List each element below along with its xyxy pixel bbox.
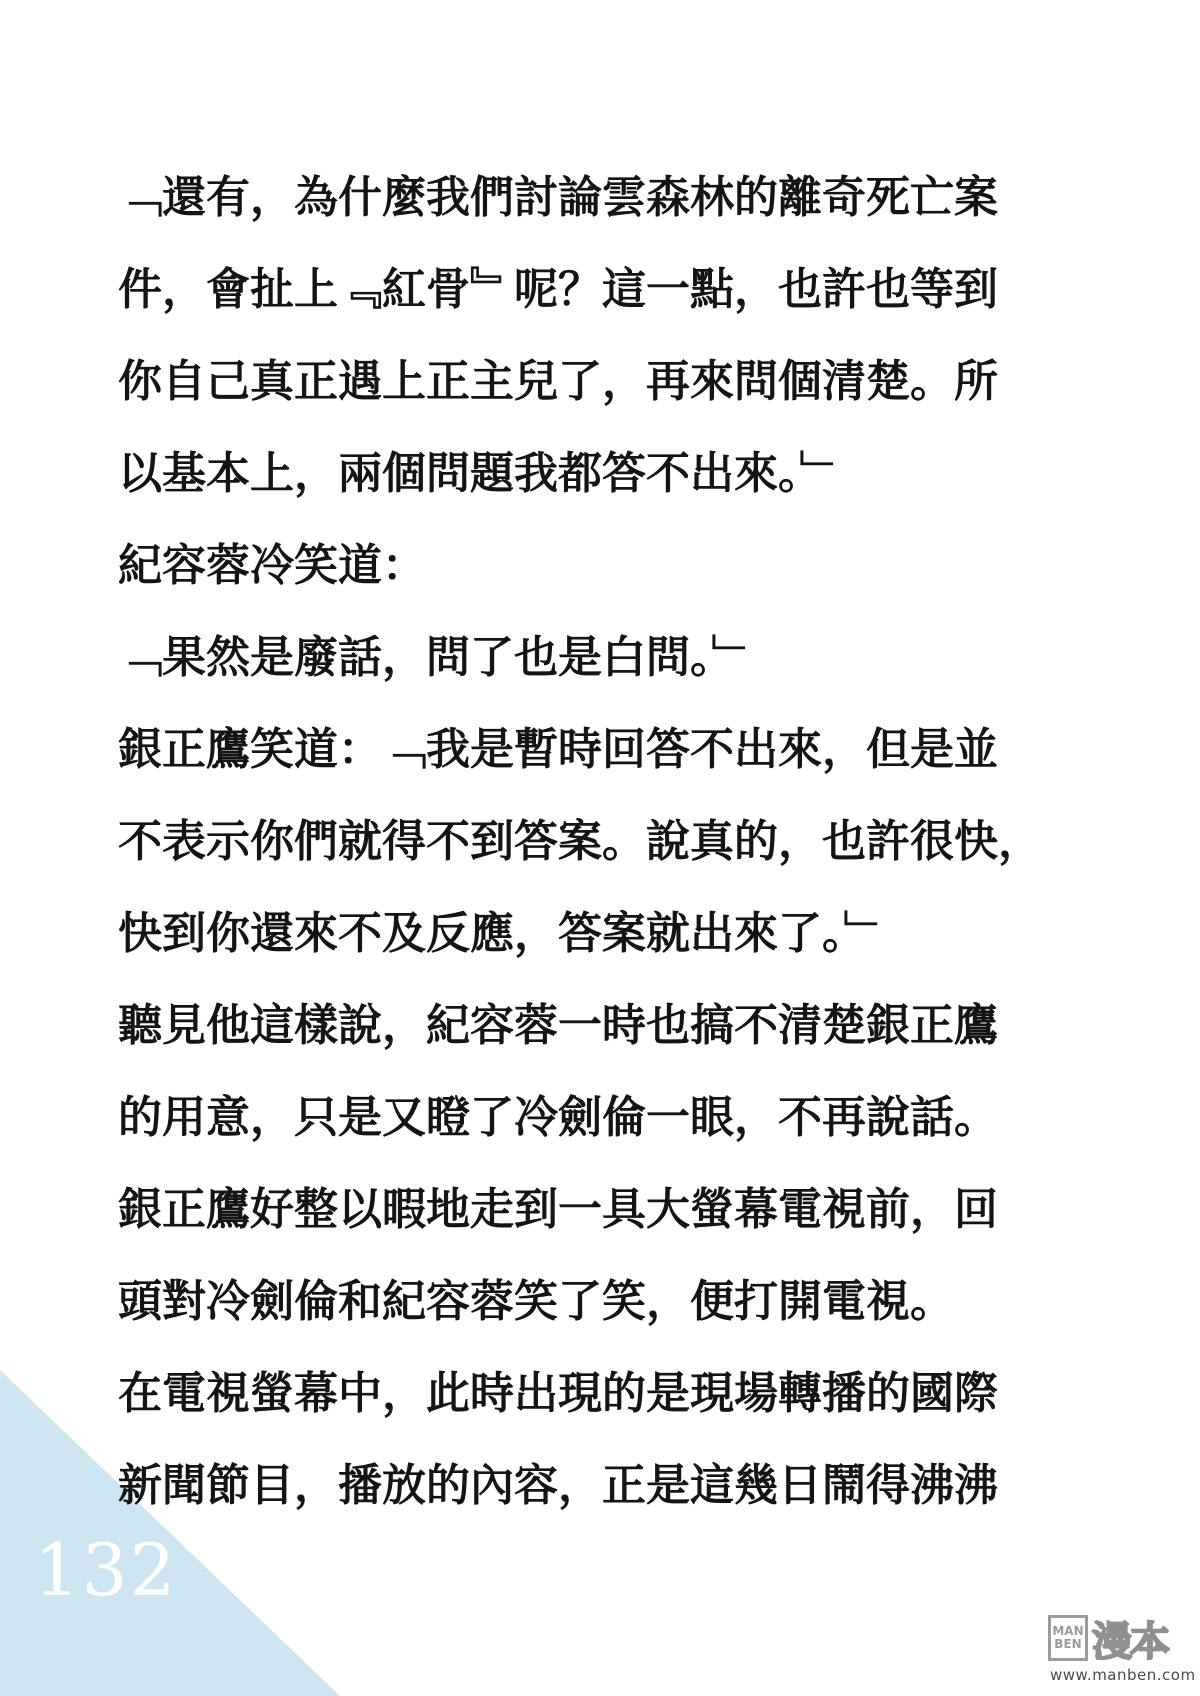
watermark-logo-icon [1048, 1615, 1088, 1661]
paragraph-1 [118, 152, 1088, 520]
paragraph-5 [118, 980, 1088, 1164]
text-line: 聽見他這樣說，紀容蓉一時也搞不清楚銀正鷹 [118, 1000, 998, 1051]
paragraph-3 [118, 612, 1088, 704]
text-line: 在電視螢幕中，此時出現的是現場轉播的國際 [118, 1368, 998, 1419]
paragraph-6 [118, 1164, 1088, 1348]
page-number: 132 [34, 1528, 178, 1612]
text-line: 件，會扯上﹃紅骨﹄呢？這一點，也許也等到 [118, 264, 998, 315]
text-line: ﹁果然是廢話，問了也是白問。﹂ [118, 632, 756, 683]
paragraph-4 [118, 704, 1088, 980]
body-text [118, 152, 1088, 1532]
paragraph-7 [118, 1348, 1088, 1532]
text-line: 銀正鷹笑道：﹁我是暫時回答不出來，但是並 [118, 724, 998, 775]
text-line: 銀正鷹好整以暇地走到一具大螢幕電視前，回 [118, 1184, 998, 1235]
watermark-box-top: MAN [1052, 1624, 1084, 1638]
text-line: ﹁還有，為什麼我們討論雲森林的離奇死亡案 [118, 172, 998, 223]
text-line: 的用意，只是又瞪了冷劍倫一眼，不再說話。 [118, 1092, 998, 1143]
watermark-logo [1048, 1614, 1196, 1665]
text-line: 不表示你們就得不到答案。說真的，也許很快， [118, 816, 1042, 867]
text-line: 頭對冷劍倫和紀容蓉笑了笑，便打開電視。 [118, 1276, 954, 1327]
watermark-box-bottom: BEN [1054, 1637, 1082, 1651]
site-watermark [1048, 1614, 1194, 1690]
watermark-url: www.manben.com [1050, 1666, 1196, 1684]
text-line: 快到你還來不及反應，答案就出來了。﹂ [118, 908, 888, 959]
text-line: 紀容蓉冷笑道： [118, 540, 426, 591]
text-line: 新聞節目，播放的內容，正是這幾日鬧得沸沸 [118, 1460, 998, 1511]
text-line: 以基本上，兩個問題我都答不出來。﹂ [118, 448, 844, 499]
watermark-title: 漫本 [1092, 1618, 1168, 1665]
paragraph-2 [118, 520, 1088, 612]
text-line: 你自己真正遇上正主兒了，再來問個清楚。所 [118, 356, 998, 407]
